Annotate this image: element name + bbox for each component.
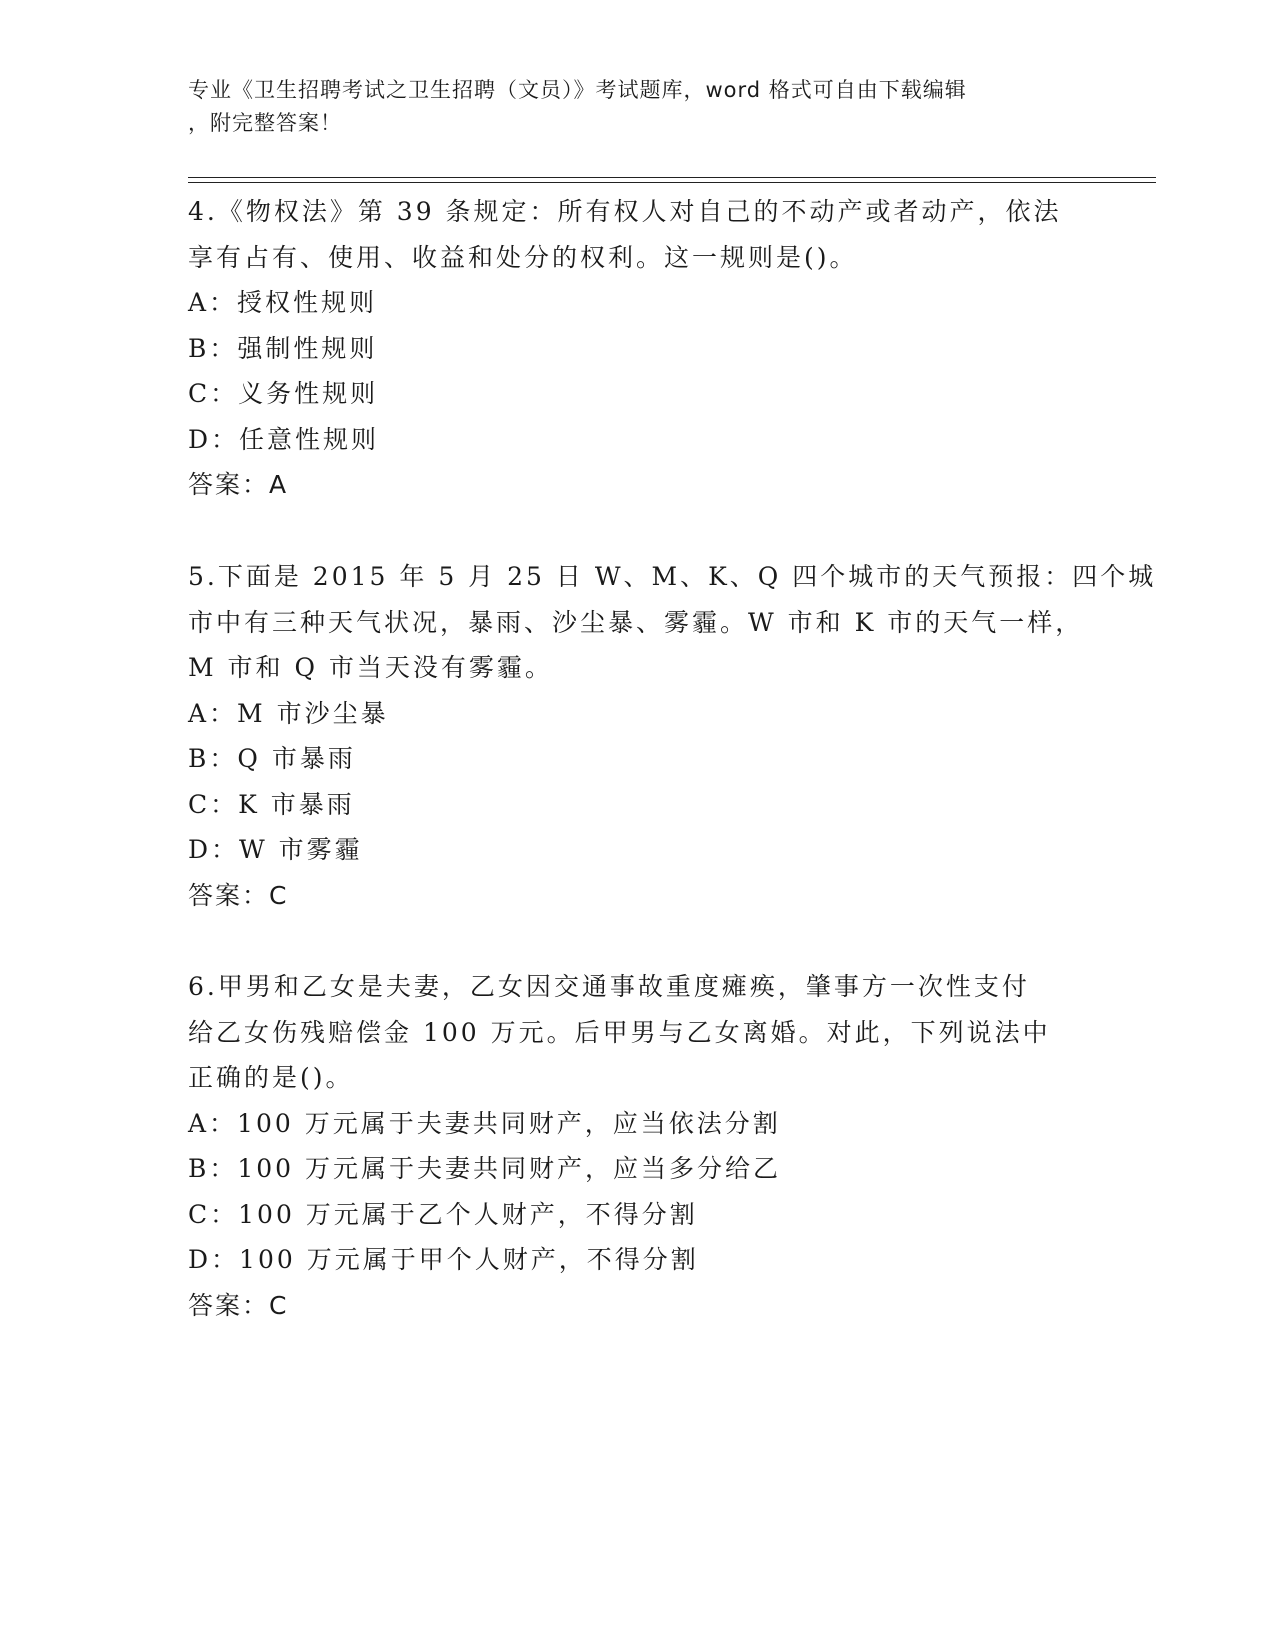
option-d: D：任意性规则	[188, 424, 380, 454]
question-stem-line: 4.《物权法》第 39 条规定：所有权人对自己的不动产或者动产，依法	[188, 197, 1062, 226]
question-stem-line: 给乙女伤残赔偿金 100 万元。后甲男与乙女离婚。对此，下列说法中	[188, 1017, 1051, 1047]
answer: 答案：A	[188, 470, 289, 499]
option-d: D：W 市雾霾	[188, 835, 363, 864]
answer: 答案：C	[188, 880, 289, 910]
header-divider-bottom	[188, 182, 1156, 183]
option-c: C：义务性规则	[188, 379, 379, 408]
option-a: A：M 市沙尘暴	[188, 698, 389, 728]
option-b: B：Q 市暴雨	[188, 744, 356, 773]
option-b: B：强制性规则	[188, 333, 378, 363]
option-a: A：授权性规则	[188, 288, 378, 317]
question-stem-line: 6.甲男和乙女是夫妻，乙女因交通事故重度瘫痪，肇事方一次性支付	[188, 972, 1030, 1001]
question-stem-line: M 市和 Q 市当天没有雾霾。	[188, 653, 553, 682]
option-d: D：100 万元属于甲个人财产，不得分割	[188, 1245, 699, 1274]
question-stem-line: 5.下面是 2015 年 5 月 25 日 W、M、K、Q 四个城市的天气预报：四个城	[188, 562, 1157, 591]
question-stem-line: 正确的是()。	[188, 1063, 354, 1092]
question-5	[188, 554, 1157, 918]
option-b: B：100 万元属于夫妻共同财产，应当多分给乙	[188, 1154, 782, 1183]
header-divider-top	[188, 177, 1156, 178]
header-line-2: ，附完整答案！	[188, 111, 342, 135]
document-header	[188, 74, 1068, 140]
question-stem-line: 市中有三种天气状况，暴雨、沙尘暴、雾霾。W 市和 K 市的天气一样，	[188, 607, 1084, 637]
option-c: C：100 万元属于乙个人财产，不得分割	[188, 1199, 698, 1229]
option-a: A：100 万元属于夫妻共同财产，应当依法分割	[188, 1108, 781, 1138]
answer: 答案：C	[188, 1290, 289, 1320]
question-6	[188, 964, 1068, 1328]
option-c: C：K 市暴雨	[188, 789, 355, 819]
question-stem-line: 享有占有、使用、收益和处分的权利。这一规则是()。	[188, 242, 858, 272]
question-4	[188, 189, 1068, 507]
header-line-1: 专业《卫生招聘考试之卫生招聘（文员）》考试题库，word 格式可自由下载编辑	[188, 78, 967, 102]
